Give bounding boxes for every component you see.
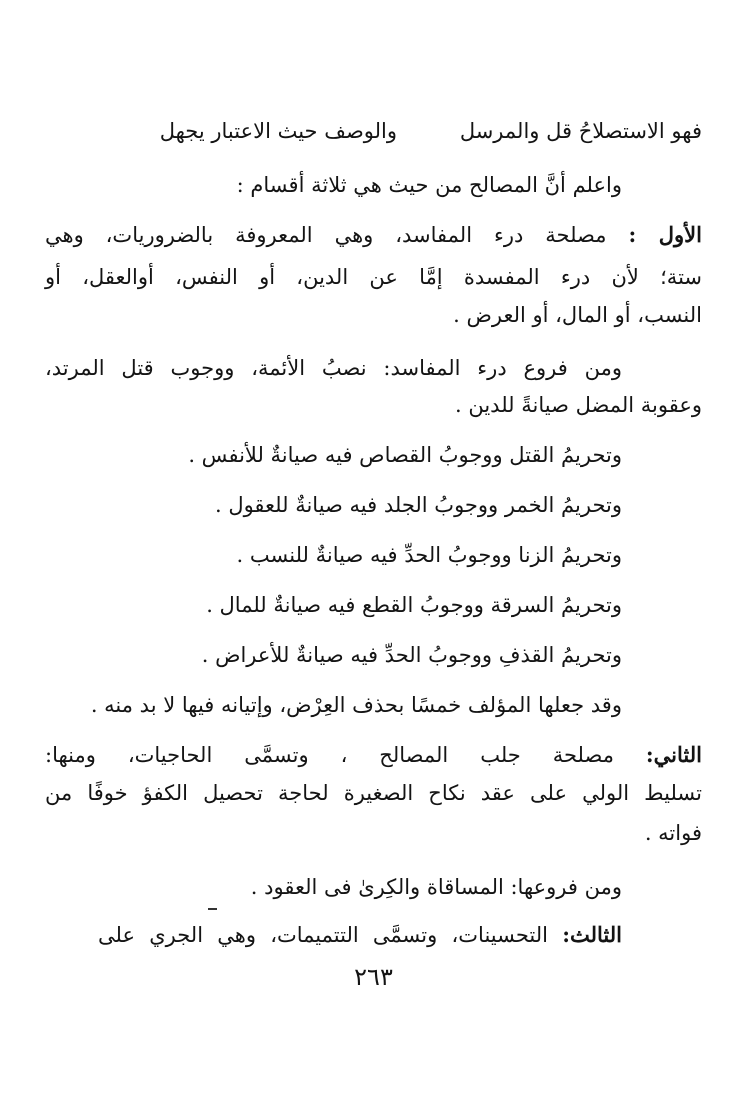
- prohibition-item: وتحريمُ السرقة ووجوبُ القطع فيه صيانةٌ للمال .: [206, 593, 622, 617]
- first-section-heading: الأول :: [628, 222, 702, 247]
- verse-first-hemistich: والوصف حيث الاعتبار يجهل: [159, 119, 397, 143]
- second-section-line-1: [45, 740, 702, 770]
- third-section-line-1: [98, 920, 622, 950]
- verse-second-hemistich: فهو الاستصلاحُ قل والمرسل: [459, 119, 702, 143]
- branches-line-2: وعقوبة المضل صيانةً للدين .: [455, 393, 702, 417]
- third-section-text: التحسينات، وتسمَّى التتميمات، وهي الجري على: [98, 923, 548, 947]
- prohibition-item: وتحريمُ الخمر ووجوبُ الجلد فيه صيانةٌ للعقول .: [214, 493, 622, 517]
- second-section-line-3: فواته .: [644, 821, 702, 845]
- third-section-heading: الثالث:: [562, 922, 622, 947]
- second-section-text: مصلحة جلب المصالح ، وتسمَّى الحاجيات، ومنها:: [45, 743, 614, 767]
- branches-line-1: ومن فروع درء المفاسد: نصبُ الأئمة، ووجوب قتل المرتد،: [45, 356, 622, 380]
- page-number: ٢٦٣: [354, 963, 393, 991]
- intro-line: واعلم أنَّ المصالح من حيث هي ثلاثة أقسام :: [236, 173, 622, 197]
- first-section-text: مصلحة درء المفاسد، وهي المعروفة بالضروريات، وهي: [45, 223, 607, 247]
- first-section-line-3: النسب، أو المال، أو العرض .: [453, 303, 702, 327]
- second-section-line-2: تسليط الولي على عقد نكاح الصغيرة لحاجة تحصيل الكفؤ خوفًا من: [45, 781, 702, 805]
- prohibition-item: وتحريمُ الزنا ووجوبُ الحدِّ فيه صيانةٌ للنسب .: [236, 543, 622, 567]
- first-section-line-1: [45, 220, 702, 250]
- second-section-heading: الثاني:: [645, 742, 702, 767]
- prohibition-item: وتحريمُ القتل ووجوبُ القصاص فيه صيانةٌ للأنفس .: [188, 443, 622, 467]
- first-section-line-2: ستة؛ لأن درء المفسدة إمَّا عن الدين، أو النفس، أوالعقل، أو: [45, 265, 702, 289]
- author-note: وقد جعلها المؤلف خمسًا بحذف العِرْض، وإتيانه فيها لا بد منه .: [90, 693, 622, 717]
- prohibition-item: وتحريمُ القذفِ ووجوبُ الحدِّ فيه صيانةٌ للأعراض .: [201, 643, 622, 667]
- print-speck: [208, 908, 217, 910]
- second-branches-line: ومن فروعها: المساقاة والكِرىٰ فى العقود .: [250, 875, 622, 899]
